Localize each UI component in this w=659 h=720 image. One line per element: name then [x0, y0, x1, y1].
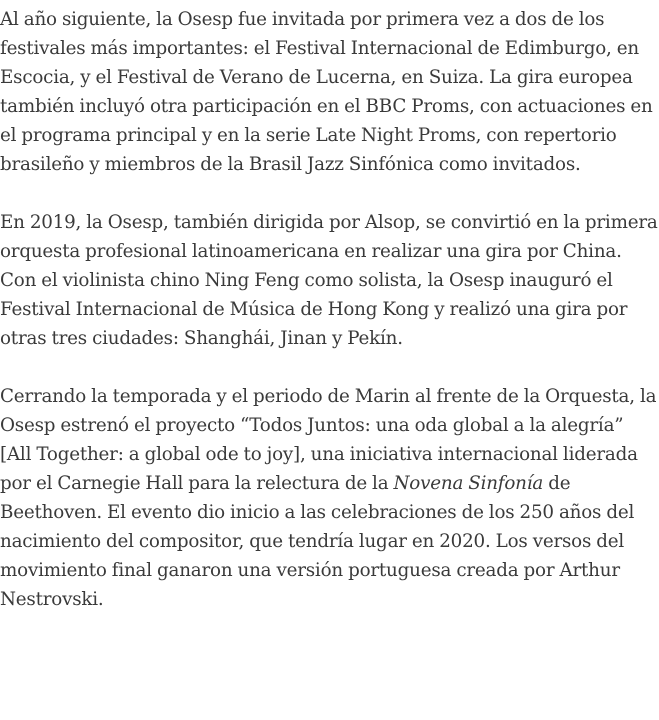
work-title: Novena Sinfonía — [393, 473, 544, 494]
paragraph-europe-tour — [0, 5, 659, 179]
paragraph-china-tour — [0, 208, 659, 353]
paragraph-todos-juntos — [0, 382, 659, 614]
paragraph-text: Cerrando la temporada y el periodo de Marin al frente de la Orquesta, la Osesp estrenó el proyecto “Todos Juntos: una oda global a la alegría” [All Together: a global ode to joy], una iniciativa internacional liderada por el Carnegie Hall para la relectura de la — [0, 386, 657, 494]
paragraph-text: Al año siguiente, la Osesp fue invitada por primera vez a dos de los festivales más importantes: el Festival Internacional de Edimburgo, en Escocia, y el Festival de Verano de Lucerna, en Suiza. La gira europea también incluyó otra participación en el BBC Proms, con actuaciones en el programa principal y en la serie Late Night Proms, con repertorio brasileño y miembros de la Brasil Jazz Sinfónica como invitados. — [0, 9, 653, 175]
paragraph-text: de Beethoven. El evento dio inicio a las celebraciones de los 250 años del nacimiento del compositor, que tendría lugar en 2020. Los versos del movimiento final ganaron una versión portuguesa creada por Arthur Nestrovski. — [0, 473, 635, 610]
paragraph-text: En 2019, la Osesp, también dirigida por Alsop, se convirtió en la primera orquesta profesional latinoamericana en realizar una gira por China. Con el violinista chino Ning Feng como solista, la Osesp inauguró el Festival Internacional de Música de Hong Kong y realizó una gira por otras tres ciudades: Shanghái, Jinan y Pekín. — [0, 212, 658, 349]
